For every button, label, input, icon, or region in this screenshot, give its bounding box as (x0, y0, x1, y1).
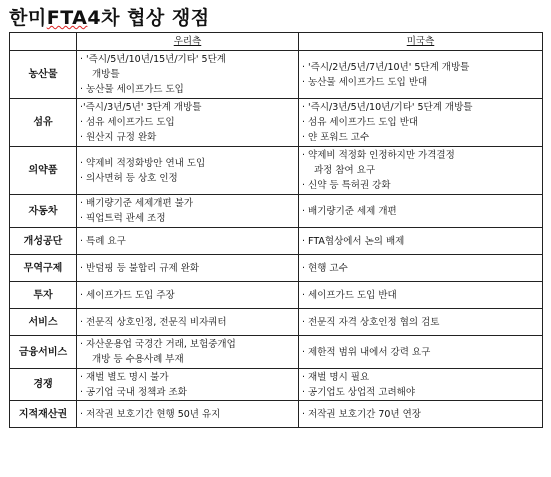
korea-position-cell (77, 401, 299, 428)
header-us: 미국측 (299, 33, 543, 51)
us-position-cell (299, 147, 543, 195)
us-position-line: · 약제비 적정화 인정하지만 가격결정 (302, 150, 455, 161)
table-row (10, 195, 543, 228)
category-cell: 의약품 (10, 147, 77, 195)
us-position-line: 과정 참여 요구 (314, 165, 376, 176)
us-position-cell (299, 228, 543, 255)
us-position-line: · 배기량기준 세제 개편 (302, 205, 397, 217)
us-position-cell (299, 369, 543, 401)
us-position-line: · 섬유 세이프가드 도입 반대 (302, 117, 419, 128)
category-cell: 섬유 (10, 99, 77, 147)
us-position-line: · '즉시/2년/5년/7년/10년' 5단계 개방틀 (302, 61, 470, 73)
korea-position-cell (77, 282, 299, 309)
korea-position-cell (77, 195, 299, 228)
us-position-line: · '즉시/3년/5년/10년/기타' 5단계 개방틀 (302, 102, 473, 113)
us-position-line: · 공기업도 상업적 고려해야 (302, 386, 416, 398)
us-position-cell (299, 401, 543, 428)
korea-position-cell (77, 336, 299, 369)
category-cell: 서비스 (10, 309, 77, 336)
korea-position-cell (77, 99, 299, 147)
korea-position-cell (77, 147, 299, 195)
korea-position-line: · 자산운용업 국경간 거래, 보험중개업 (80, 339, 236, 350)
us-position-line: · 재벌 명시 필요 (302, 371, 370, 383)
korea-position-line: · 섬유 세이프가드 도입 (80, 117, 175, 128)
korea-position-line: · 반덤핑 등 불합리 규제 완화 (80, 262, 200, 274)
korea-position-cell (77, 51, 299, 99)
korea-position-line: · 전문직 상호인정, 전문직 비자쿼터 (80, 316, 227, 328)
us-position-cell (299, 51, 543, 99)
korea-position-line: · 약제비 적정화방안 연내 도입 (80, 157, 206, 169)
korea-position-line: · 농산물 세이프가드 도입 (80, 84, 184, 95)
table-header-row (10, 33, 543, 51)
korea-position-cell (77, 309, 299, 336)
korea-position-line: · 특례 요구 (80, 235, 126, 247)
header-korea: 우리측 (77, 33, 299, 51)
table-row (10, 147, 543, 195)
table-row (10, 255, 543, 282)
table-row (10, 228, 543, 255)
us-position-cell (299, 336, 543, 369)
table-row (10, 401, 543, 428)
korea-position-cell (77, 228, 299, 255)
us-position-cell (299, 282, 543, 309)
korea-position-line: · 원산지 규정 완화 (80, 132, 157, 143)
category-cell: 경쟁 (10, 369, 77, 401)
table-row (10, 51, 543, 99)
us-position-line: · 세이프가드 도입 반대 (302, 289, 397, 301)
us-position-line: · 저작권 보호기간 70년 연장 (302, 408, 421, 420)
korea-position-cell (77, 369, 299, 401)
korea-position-line: · 의사면허 등 상호 인정 (80, 172, 178, 184)
korea-position-line: · 픽업트럭 관세 조정 (80, 213, 166, 224)
korea-position-line: · 재벌 별도 명시 불가 (80, 371, 169, 383)
korea-position-line: · 저작권 보호기간 현행 50년 유지 (80, 408, 221, 420)
category-cell: 자동차 (10, 195, 77, 228)
korea-position-line: · 공기업 국내 정책과 조화 (80, 386, 187, 398)
us-position-line: · 제한적 범위 내에서 강력 요구 (302, 346, 431, 358)
category-cell: 금융서비스 (10, 336, 77, 369)
category-cell: 투자 (10, 282, 77, 309)
korea-position-line: · '즉시/5년/10년/15년/기타' 5단계 (80, 54, 226, 65)
category-cell: 지적재산권 (10, 401, 77, 428)
fta-issues-table (9, 32, 543, 428)
us-position-cell (299, 99, 543, 147)
korea-position-line: · 세이프가드 도입 주장 (80, 289, 175, 301)
us-position-line: · 현행 고수 (302, 262, 348, 274)
category-cell: 개성공단 (10, 228, 77, 255)
document-title: 한미FTA4차 협상 쟁점 (9, 7, 210, 29)
table-row (10, 336, 543, 369)
us-position-line: · 신약 등 특허권 강화 (302, 180, 391, 191)
korea-position-line: 개방 등 수용사례 부재 (92, 354, 184, 365)
table-row (10, 369, 543, 401)
us-position-cell (299, 255, 543, 282)
us-position-cell (299, 195, 543, 228)
us-position-line: · FTA협상에서 논의 배제 (302, 235, 405, 247)
us-position-cell (299, 309, 543, 336)
category-cell: 농산물 (10, 51, 77, 99)
korea-position-line: · 배기량기준 세제개편 불가 (80, 198, 194, 209)
korea-position-line: ·'즉시/3년/5년' 3단계 개방틀 (80, 102, 202, 113)
table-row (10, 99, 543, 147)
table-row (10, 282, 543, 309)
us-position-line: · 농산물 세이프가드 도입 반대 (302, 76, 428, 88)
table-row (10, 309, 543, 336)
korea-position-line: 개방틀 (92, 69, 120, 80)
us-position-line: · 전문직 자격 상호인정 협의 검토 (302, 316, 440, 328)
category-cell: 무역구제 (10, 255, 77, 282)
korea-position-cell (77, 255, 299, 282)
us-position-line: · 얀 포워드 고수 (302, 132, 370, 143)
header-category (10, 33, 77, 51)
